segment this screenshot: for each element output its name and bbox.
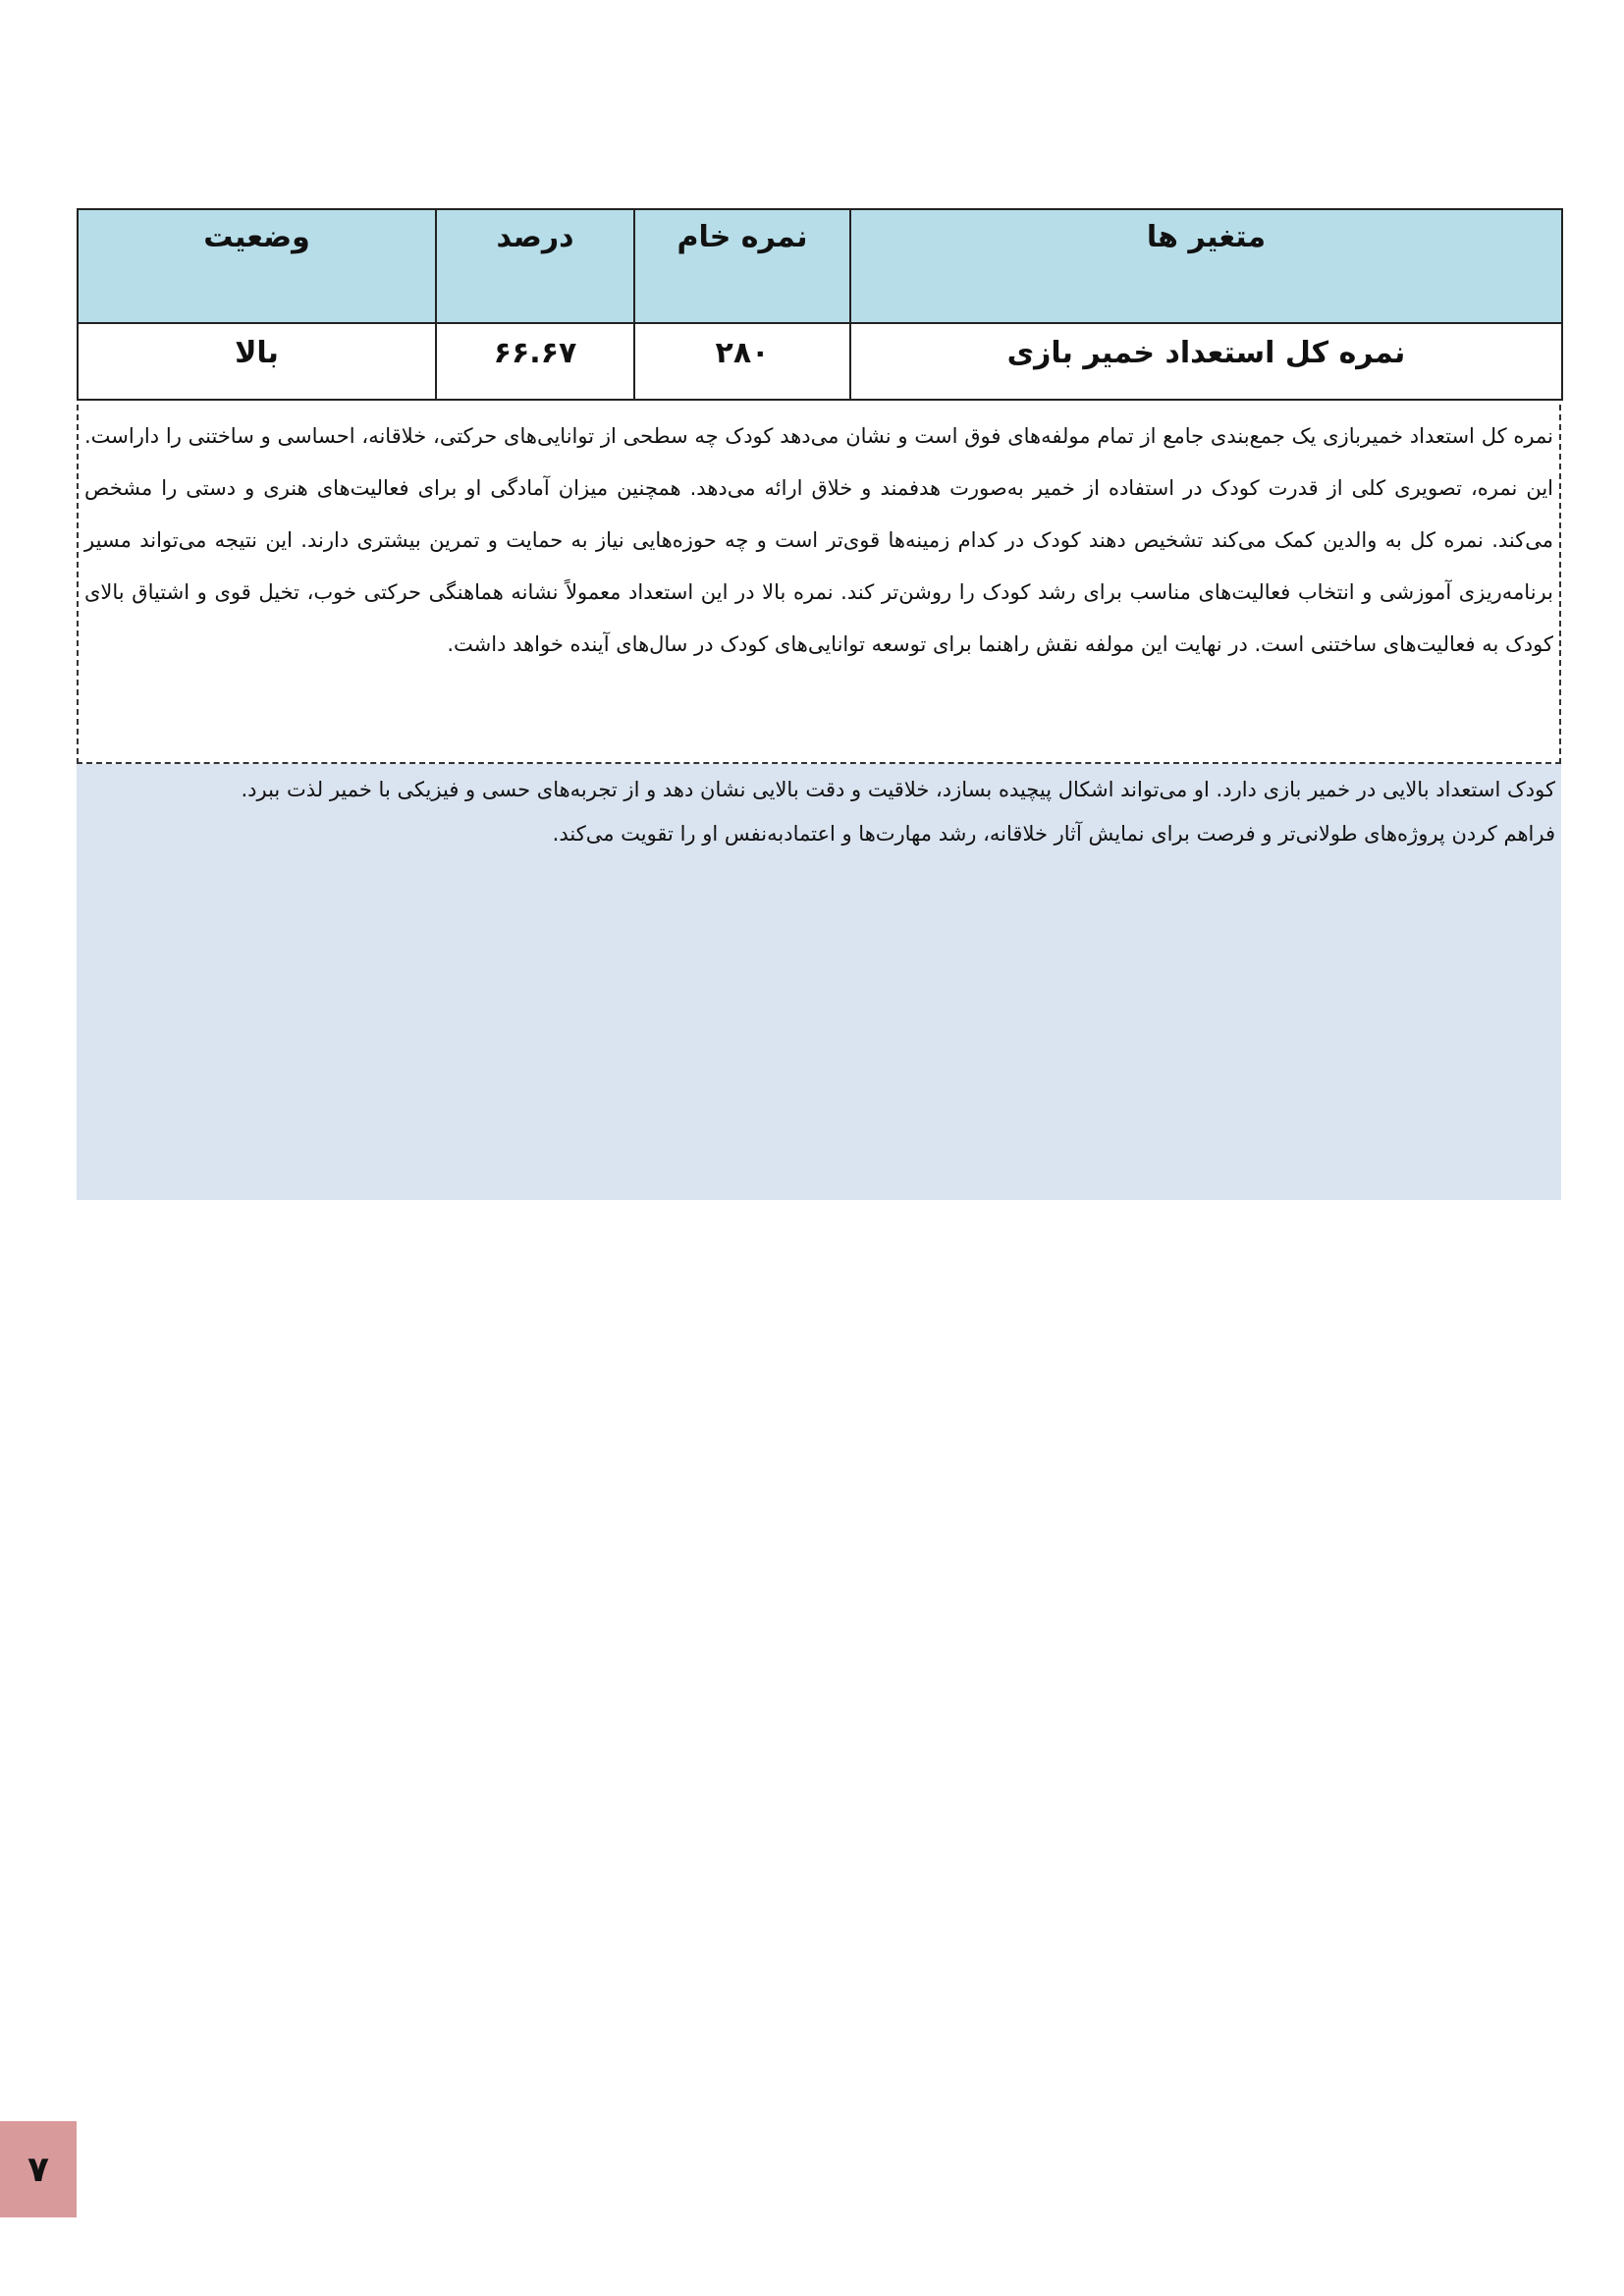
- header-status: وضعیت: [78, 209, 436, 323]
- interpretation-box: [77, 764, 1561, 1200]
- header-raw-score: نمره خام: [634, 209, 850, 323]
- description-text: نمره کل استعداد خمیربازی یک جمع‌بندی جامع از تمام مولفه‌های فوق است و نشان می‌دهد کودک چه سطحی از توانایی‌های حرکتی، خلاقانه، احساسی و ساختنی را داراست. این نمره، تصویری کلی از قدرت کودک در استفاده از خمیر به‌صورت هدفمند و خلاق ارائه می‌دهد. همچنین میزان آمادگی او برای فعالیت‌های هنری و دستی را مشخص می‌کند. نمره کل به والدین کمک می‌کند تشخیص دهند کودک در کدام زمینه‌ها قوی‌تر است و چه حوزه‌هایی نیاز به حمایت و تمرین بیشتری دارند. این نتیجه می‌تواند مسیر برنامه‌ریزی آموزشی و انتخاب فعالیت‌های مناسب برای رشد کودک را روشن‌تر کند. نمره بالا در این استعداد معمولاً نشانه هماهنگی حرکتی خوب، تخیل قوی و اشتیاق بالای کودک به فعالیت‌های ساختنی است. در نهایت این مولفه نقش راهنما برای توسعه توانایی‌های کودک در سال‌های آینده خواهد داشت.: [84, 424, 1553, 656]
- cell-percent: ۶۶.۶۷: [436, 323, 634, 400]
- header-percent: درصد: [436, 209, 634, 323]
- description-box: [77, 405, 1561, 764]
- cell-status: بالا: [78, 323, 436, 400]
- results-table: [77, 208, 1563, 401]
- page-number: ۷: [0, 2121, 77, 2217]
- table-row: [78, 323, 1562, 400]
- cell-variable: نمره کل استعداد خمیر بازی: [850, 323, 1562, 400]
- header-variables: متغیر ها: [850, 209, 1562, 323]
- table-header-row: [78, 209, 1562, 323]
- cell-raw-score: ۲۸۰: [634, 323, 850, 400]
- interpretation-text: کودک استعداد بالایی در خمیر بازی دارد. او می‌تواند اشکال پیچیده بسازد، خلاقیت و دقت بالایی نشان دهد و از تجربه‌های حسی و فیزیکی با خمیر لذت ببرد. فراهم کردن پروژه‌های طولانی‌تر و فرصت برای نمایش آثار خلاقانه، رشد مهارت‌ها و اعتماد‌به‌نفس او را تقویت می‌کند.: [241, 778, 1555, 846]
